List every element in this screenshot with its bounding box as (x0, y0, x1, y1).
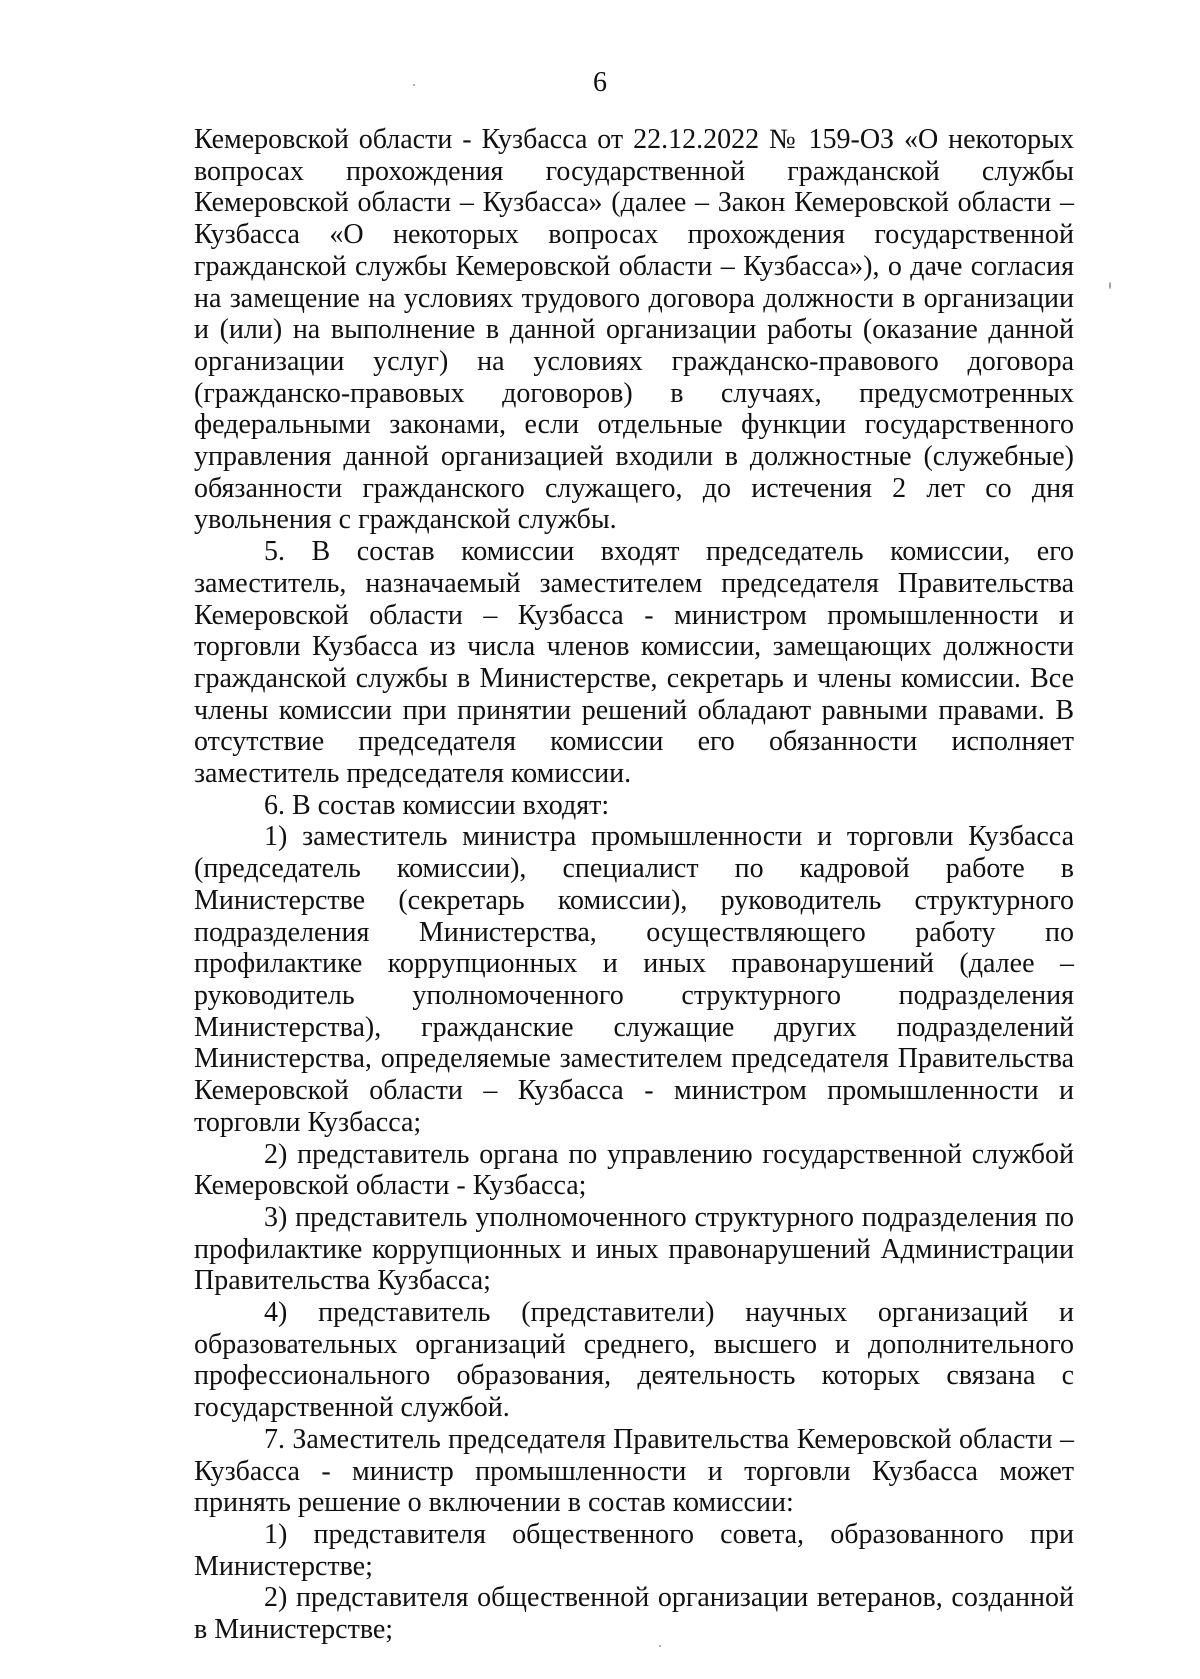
paragraph-item-5: 5. В состав комиссии входят председатель комиссии, его заместитель, назначаемый заместителем председателя Правительства Кемеровской области – Кузбасса - министром промышленности и торговли Кузбасса из числа членов комиссии, замещающих должности гражданской службы в Министерстве, секретарь и члены комиссии. Все члены комиссии при принятии решений обладают равными правами. В отсутствие председателя комиссии его обязанности исполняет заместитель председателя комиссии. (194, 536, 1074, 790)
scan-speck (659, 1645, 661, 1647)
paragraph-item-7: 7. Заместитель председателя Правительства Кемеровской области – Кузбасса - министр промышленности и торговли Кузбасса может принять решение о включении в состав комиссии: (194, 1423, 1074, 1519)
document-body (194, 124, 1074, 1646)
scan-speck (1109, 282, 1111, 289)
paragraph-item-6: 6. В состав комиссии входят: (264, 789, 610, 821)
paragraph-item-7-2: 2) представителя общественной организации ветеранов, созданной в Министерстве; (194, 1582, 1074, 1646)
paragraph-continuation: Кемеровской области - Кузбасса от 22.12.2022 № 159-ОЗ «О некоторых вопросах прохождения государственной гражданской службы Кемеровской области – Кузбасса» (далее – Закон Кемеровской области – Кузбасса «О некоторых вопросах прохождения государственной гражданской службы Кемеровской области – Кузбасса»), о даче согласия на замещение на условиях трудового договора должности в организации и (или) на выполнение в данной организации работы (оказание данной организации услуг) на условиях гражданско-правового договора (гражданско-правовых договоров) в случаях, предусмотренных федеральными законами, если отдельные функции государственного управления данной организацией входили в должностные (служебные) обязанности гражданского служащего, до истечения 2 лет со дня увольнения с гражданской службы. (194, 124, 1074, 536)
scan-speck (413, 84, 415, 86)
page-number: 6 (593, 67, 607, 98)
paragraph-item-6-1: 1) заместитель министра промышленности и торговли Кузбасса (председатель комиссии), специалист по кадровой работе в Министерстве (секретарь комиссии), руководитель структурного подразделения Министерства, осуществляющего работу по профилактике коррупционных и иных правонарушений (далее – руководитель уполномоченного структурного подразделения Министерства), гражданские служащие других подразделений Министерства, определяемые заместителем председателя Правительства Кемеровской области – Кузбасса - министром промышленности и торговли Кузбасса; (194, 821, 1074, 1138)
paragraph-item-7-1: 1) представителя общественного совета, образованного при Министерстве; (194, 1518, 1074, 1582)
paragraph-item-6-4: 4) представитель (представители) научных организаций и образовательных организаций среднего, высшего и дополнительного профессионального образования, деятельность которых связана с государственной службой. (194, 1297, 1074, 1424)
paragraph-item-6-3: 3) представитель уполномоченного структурного подразделения по профилактике коррупционных и иных правонарушений Администрации Правительства Кузбасса; (194, 1201, 1074, 1297)
paragraph-item-6-2: 2) представитель органа по управлению государственной службой Кемеровской области - Кузбасса; (194, 1138, 1074, 1202)
